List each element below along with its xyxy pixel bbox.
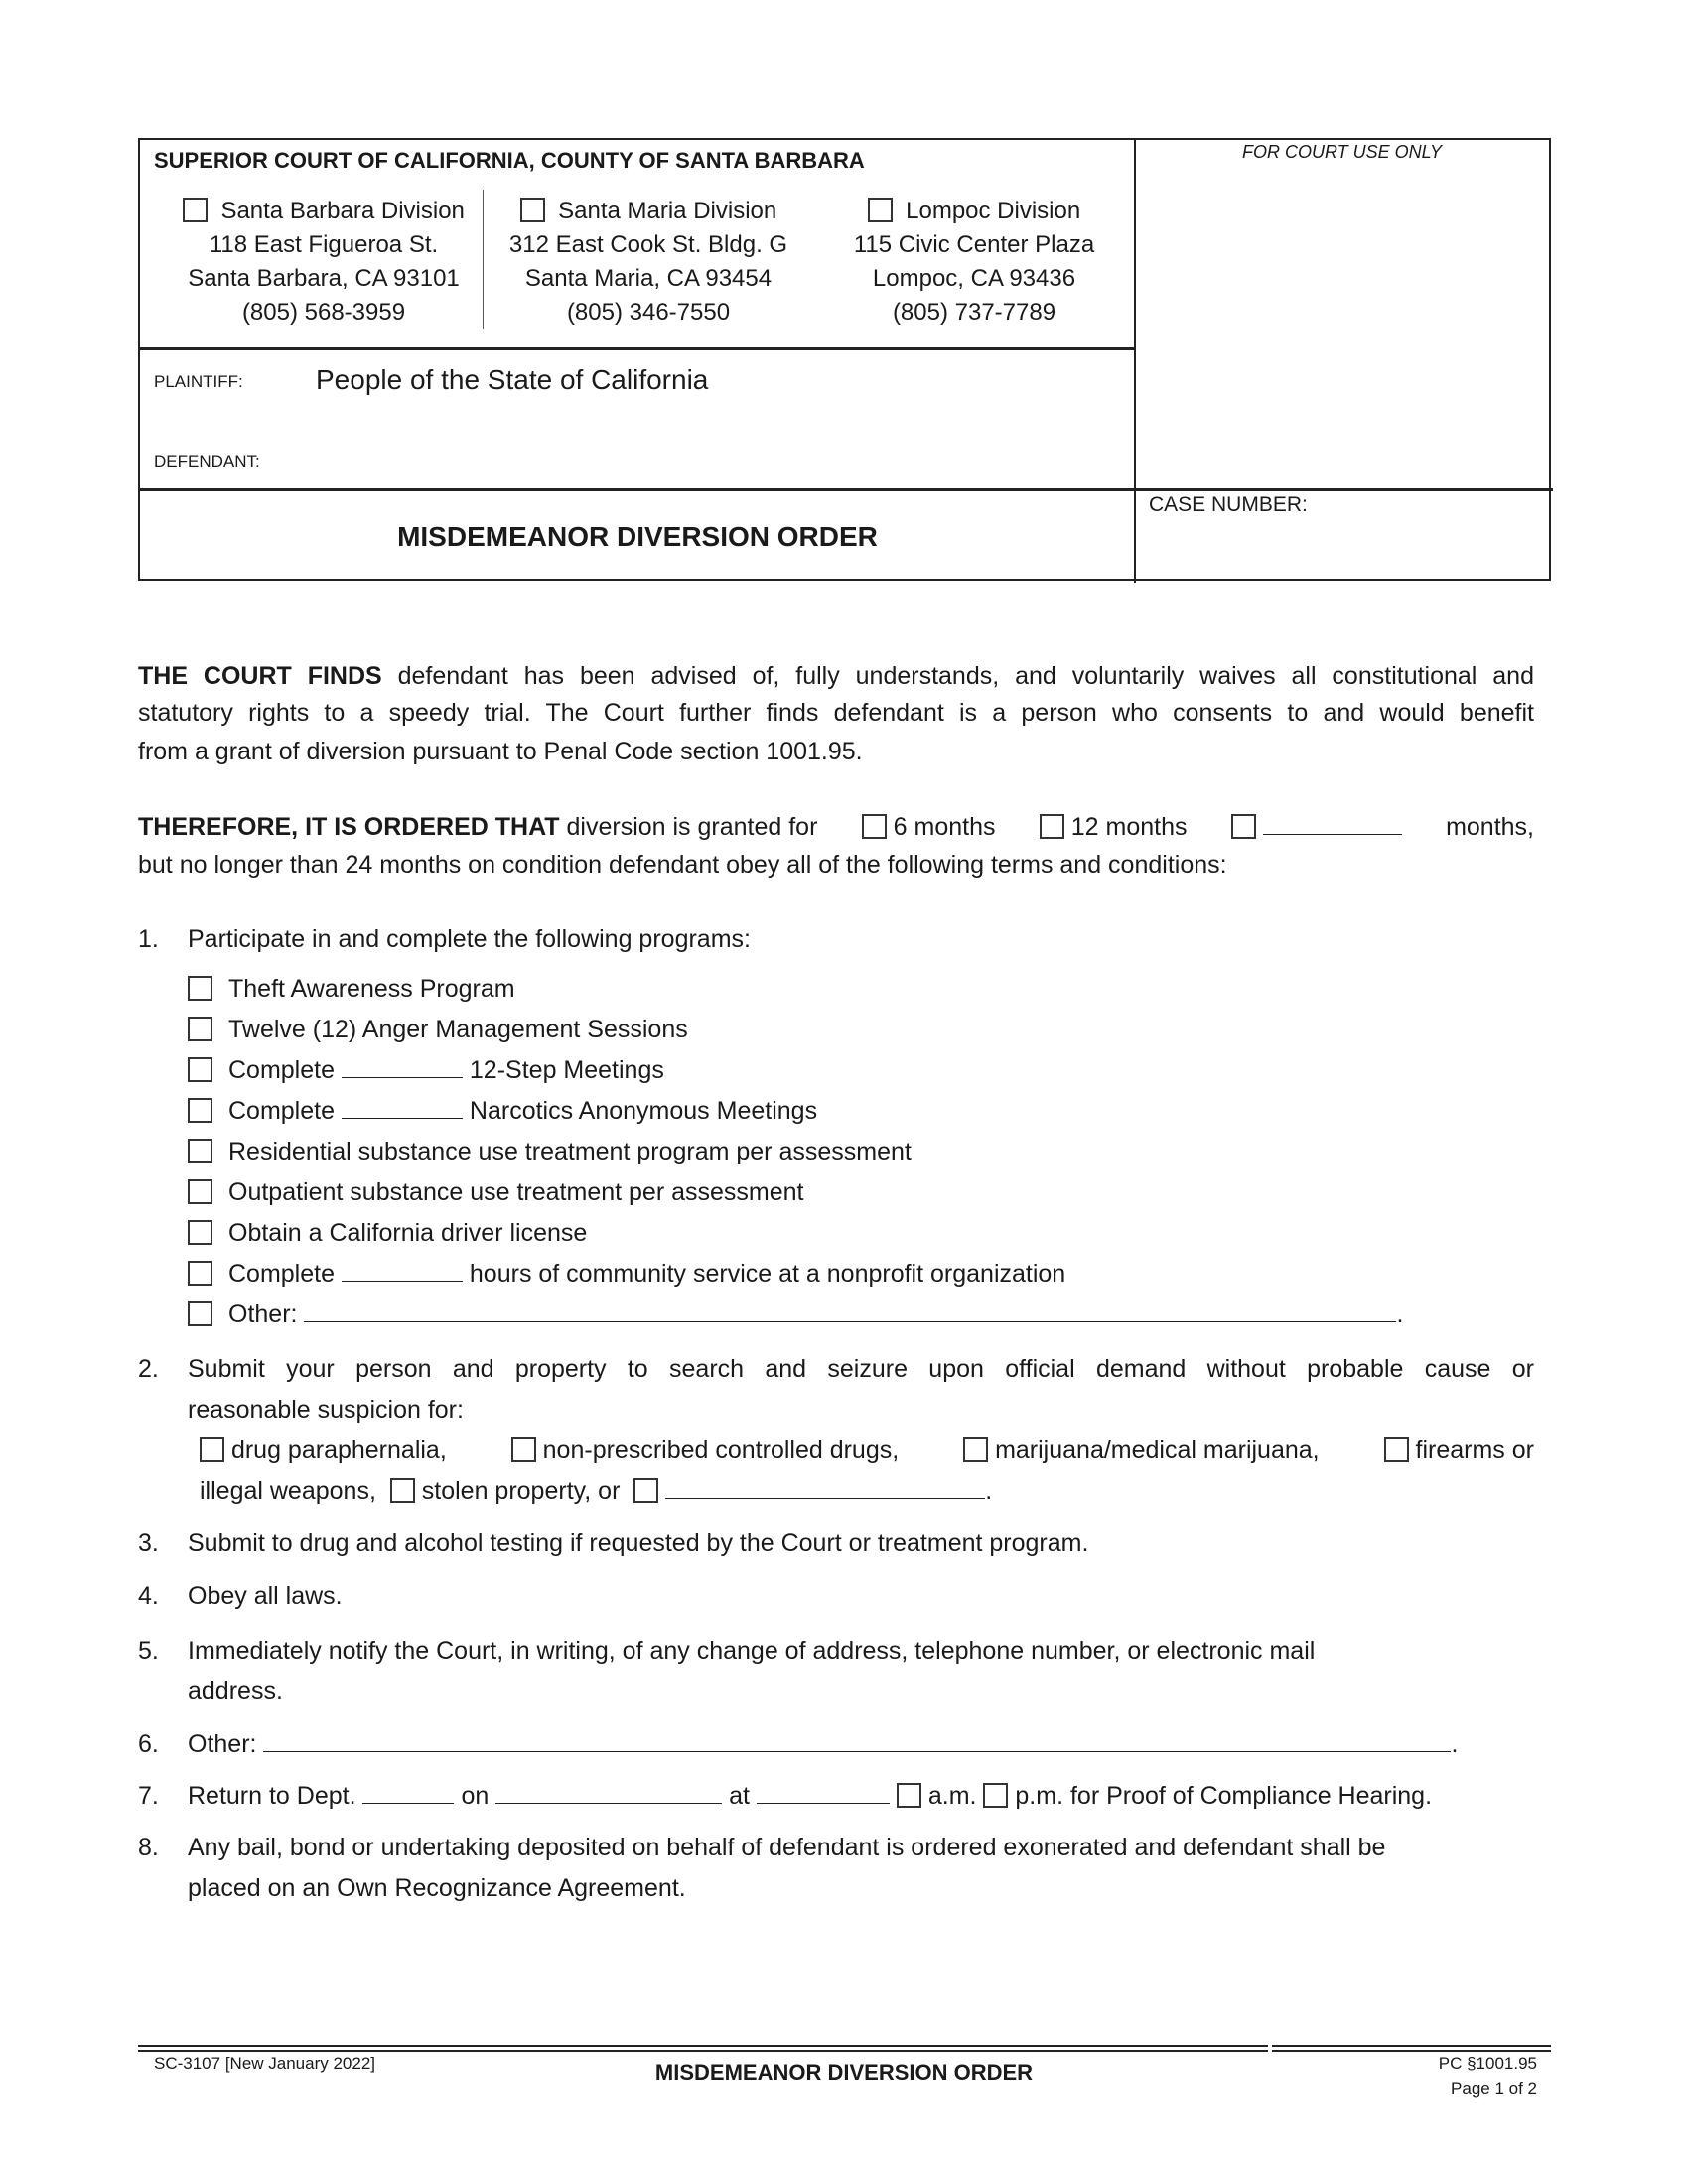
case-number-label: CASE NUMBER:: [1149, 493, 1308, 516]
footer-title: MISDEMEANOR DIVERSION ORDER: [654, 2060, 1034, 2085]
findings-line: from a grant of diversion pursuant to Penal Code section 1001.95.: [138, 738, 863, 765]
division-city: Lompoc, CA 93436: [872, 265, 1076, 292]
division-street: 115 Civic Center Plaza: [853, 231, 1095, 258]
item-number: 3.: [138, 1529, 159, 1557]
item-text: Other:: [188, 1730, 257, 1758]
checkbox-6-months[interactable]: [862, 814, 887, 839]
checkbox-other-months[interactable]: [1231, 814, 1256, 839]
program-label: Narcotics Anonymous Meetings: [469, 1097, 818, 1125]
item-number: 5.: [138, 1637, 159, 1665]
time-blank[interactable]: [757, 1781, 890, 1804]
division-divider: [483, 190, 484, 329]
item-number: 6.: [138, 1730, 159, 1758]
program-checkbox[interactable]: [188, 1098, 212, 1123]
item-text: placed on an Own Recognizance Agreement.: [188, 1874, 686, 1902]
program-checkbox[interactable]: [188, 1301, 212, 1326]
program-checkbox[interactable]: [188, 1057, 212, 1082]
order-text: [138, 812, 817, 842]
program-label: Complete: [228, 1056, 335, 1084]
division-lompoc: [815, 195, 1133, 330]
caption-box: [138, 138, 1551, 581]
program-label: Outpatient substance use treatment per assessment: [228, 1178, 804, 1206]
pm-checkbox[interactable]: [983, 1783, 1008, 1808]
program-label: 12-Step Meetings: [469, 1056, 664, 1084]
court-name: SUPERIOR COURT OF CALIFORNIA, COUNTY OF SANTA BARBARA: [154, 148, 865, 173]
program-item: [188, 1177, 803, 1207]
item-number: 8.: [138, 1834, 159, 1861]
form-number: SC-3107 [New January 2022]: [154, 2054, 376, 2073]
row-divider: [140, 347, 1135, 350]
item-number: 4.: [138, 1582, 159, 1610]
column-divider: [1134, 140, 1136, 583]
findings-line: [138, 661, 1534, 691]
search-checkbox[interactable]: [200, 1437, 224, 1462]
item-number: 7.: [138, 1782, 159, 1810]
program-label: Complete: [228, 1260, 335, 1288]
other-program-blank[interactable]: [304, 1299, 1396, 1322]
division-santa-barbara: [165, 195, 483, 330]
division-checkbox[interactable]: [520, 198, 545, 222]
meetings-blank[interactable]: [342, 1055, 463, 1078]
search-options: illegal weapons, stolen property, or .: [200, 1477, 993, 1505]
item-text: on: [461, 1782, 490, 1810]
program-item: [188, 1055, 664, 1085]
program-checkbox[interactable]: [188, 1139, 212, 1163]
meetings-blank[interactable]: [342, 1096, 463, 1119]
division-checkbox[interactable]: [183, 198, 208, 222]
item-text: Submit to drug and alcohol testing if requested by the Court or treatment program.: [188, 1529, 1089, 1557]
search-option: non-prescribed controlled drugs,: [542, 1436, 900, 1464]
item-text: Obey all laws.: [188, 1582, 343, 1610]
footer-rule: [138, 2045, 1268, 2047]
row-divider: [140, 488, 1553, 491]
search-option: firearms or: [1415, 1436, 1534, 1464]
search-option: stolen property, or: [421, 1477, 621, 1505]
search-checkbox[interactable]: [511, 1437, 536, 1462]
hours-blank[interactable]: [342, 1259, 463, 1282]
court-use-label: FOR COURT USE ONLY: [1242, 142, 1443, 162]
findings-lead: THE COURT FINDS: [138, 662, 382, 690]
division-checkbox[interactable]: [868, 198, 893, 222]
months-label: months,: [1446, 813, 1534, 841]
order-line: but no longer than 24 months on condition defendant obey all of the following terms and conditions:: [138, 851, 1227, 879]
plaintiff-value: People of the State of California: [316, 364, 709, 395]
division-phone: (805) 737-7789: [892, 299, 1056, 326]
search-other-blank[interactable]: [665, 1476, 985, 1499]
item-text: Return to Dept.: [188, 1782, 356, 1810]
program-checkbox[interactable]: [188, 1220, 212, 1245]
program-checkbox[interactable]: [188, 1017, 212, 1041]
form-title: MISDEMEANOR DIVERSION ORDER: [397, 521, 878, 552]
order-granted: diversion is granted for: [559, 813, 818, 841]
program-item: [188, 974, 515, 1004]
program-item: [188, 1137, 912, 1166]
program-checkbox[interactable]: [188, 976, 212, 1001]
program-label: Other:: [228, 1300, 298, 1328]
division-city: Santa Maria, CA 93454: [524, 265, 773, 292]
item-text: p.m. for Proof of Compliance Hearing.: [1015, 1782, 1433, 1810]
am-checkbox[interactable]: [897, 1783, 921, 1808]
search-checkbox[interactable]: [1384, 1437, 1409, 1462]
division-name: Santa Maria Division: [558, 198, 777, 224]
program-item: [188, 1096, 817, 1126]
defendant-label: DEFENDANT:: [154, 452, 260, 471]
program-item: [188, 1015, 688, 1044]
item-text: address.: [188, 1677, 283, 1705]
option-12-months: 12 months: [1070, 813, 1188, 841]
program-label: Complete: [228, 1097, 335, 1125]
program-label: Obtain a California driver license: [228, 1219, 588, 1247]
option-6-months: 6 months: [893, 813, 996, 841]
item-text: at: [729, 1782, 751, 1810]
findings-line: statutory rights to a speedy trial. The Court further finds defendant is a person who consents to and would benefit: [138, 699, 1534, 727]
program-label: hours of community service at a nonprofit organization: [469, 1260, 1066, 1288]
search-option: illegal weapons,: [200, 1477, 376, 1505]
item-text: Submit your person and property to search and seizure upon official demand without probable cause or: [188, 1355, 1534, 1383]
search-options: [200, 1435, 1534, 1465]
search-checkbox[interactable]: [390, 1478, 415, 1503]
division-santa-maria: [490, 195, 807, 330]
program-checkbox[interactable]: [188, 1179, 212, 1204]
division-city: Santa Barbara, CA 93101: [188, 265, 460, 292]
program-label: Residential substance use treatment program per assessment: [228, 1138, 912, 1165]
checkbox-12-months[interactable]: [1040, 814, 1064, 839]
item-text: a.m.: [927, 1782, 977, 1810]
item-number: 2.: [138, 1355, 159, 1383]
search-option: drug paraphernalia,: [230, 1436, 447, 1464]
other-condition-blank[interactable]: [263, 1729, 1451, 1752]
item-text: Participate in and complete the following programs:: [188, 925, 751, 953]
order-lead: THEREFORE, IT IS ORDERED THAT: [138, 813, 560, 841]
division-name: Santa Barbara Division: [220, 198, 465, 224]
item-text: Any bail, bond or undertaking deposited on behalf of defendant is ordered exonerated and defendant shall be: [188, 1834, 1386, 1861]
footer-rule: [138, 2050, 1268, 2052]
plaintiff-label: PLAINTIFF:: [154, 372, 243, 391]
program-label: Twelve (12) Anger Management Sessions: [228, 1016, 688, 1043]
search-checkbox[interactable]: [963, 1437, 988, 1462]
item-text: reasonable suspicion for:: [188, 1396, 464, 1424]
program-checkbox[interactable]: [188, 1261, 212, 1286]
dept-blank[interactable]: [362, 1781, 454, 1804]
program-item: Other: .: [188, 1299, 1403, 1329]
date-blank[interactable]: [495, 1781, 722, 1804]
program-item: [188, 1259, 1065, 1289]
program-item: [188, 1218, 587, 1248]
division-street: 118 East Figueroa St.: [209, 231, 439, 258]
page-number: Page 1 of 2: [1451, 2079, 1537, 2098]
item-number: 1.: [138, 925, 159, 953]
item-text: Immediately notify the Court, in writing, of any change of address, telephone number, or electronic mail: [188, 1637, 1316, 1665]
division-phone: (805) 568-3959: [241, 299, 406, 326]
footer-rule: [1272, 2050, 1551, 2052]
order-line: [138, 812, 1534, 842]
program-label: Theft Awareness Program: [228, 975, 515, 1003]
months-blank[interactable]: [1263, 812, 1402, 835]
footer-rule: [1272, 2045, 1551, 2047]
search-checkbox[interactable]: [633, 1478, 658, 1503]
division-street: 312 East Cook St. Bldg. G: [508, 231, 788, 258]
findings-text: defendant has been advised of, fully understands, and voluntarily waives all constitutional and: [381, 662, 1534, 690]
search-option: marijuana/medical marijuana,: [995, 1436, 1320, 1464]
division-phone: (805) 346-7550: [566, 299, 731, 326]
code-reference: PC §1001.95: [1438, 2054, 1537, 2073]
division-name: Lompoc Division: [906, 198, 1081, 224]
